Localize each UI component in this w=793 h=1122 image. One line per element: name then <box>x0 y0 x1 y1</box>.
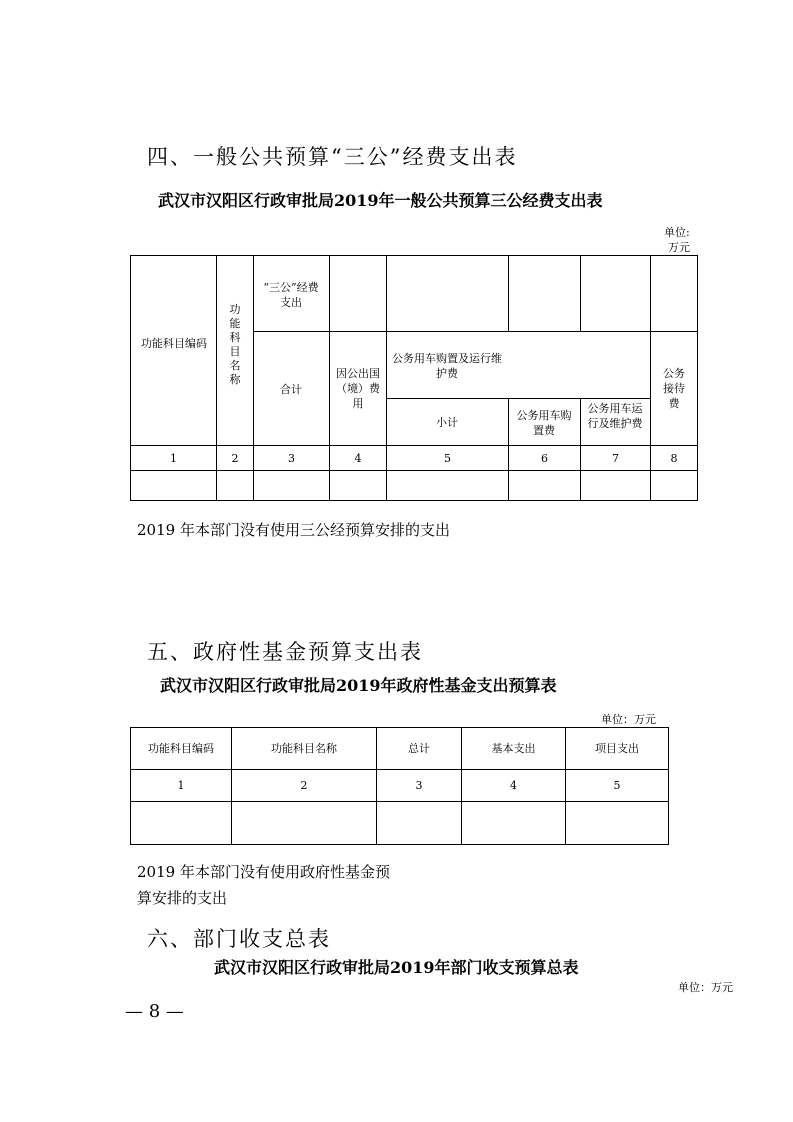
column-number: 5 <box>613 779 621 792</box>
section4-heading: 四、一般公共预算“三公”经费支出表 <box>147 145 518 169</box>
column-number: 2 <box>231 452 239 465</box>
header-function-name: 功能科目名称 <box>229 303 241 386</box>
header-sangong: “三公”经费支出 <box>263 281 319 309</box>
column-number: 5 <box>444 452 451 465</box>
header-reception: 公务接待费 <box>663 367 685 410</box>
header-vehicle-operation: 公务用车运行及维护费 <box>587 402 643 430</box>
header-project-expenditure: 项目支出 <box>595 742 639 755</box>
section4-unit-label: 单位: <box>664 226 690 239</box>
column-number: 3 <box>288 452 295 465</box>
column-number: 4 <box>354 452 362 465</box>
section5-heading: 五、政府性基金预算支出表 <box>147 640 423 664</box>
column-number: 3 <box>415 779 423 792</box>
column-number: 6 <box>541 452 548 465</box>
section5-note-line2: 算安排的支出 <box>137 889 228 907</box>
column-number: 7 <box>612 452 619 465</box>
header-abroad-expenses: 因公出国（境）费用 <box>336 367 380 410</box>
column-number: 4 <box>510 779 517 792</box>
section5-unit: 单位：万元 <box>601 713 656 726</box>
section6-table-title: 武汉市汉阳区行政审批局2019年部门收支预算总表 <box>214 958 579 977</box>
section6-heading: 六、部门收支总表 <box>147 927 331 951</box>
header-function-code: 功能科目编码 <box>141 337 207 350</box>
header-function-name: 功能科目名称 <box>271 742 337 755</box>
column-number: 1 <box>177 779 185 792</box>
column-number: 1 <box>170 452 177 465</box>
section4-table-title: 武汉市汉阳区行政审批局2019年一般公共预算三公经费支出表 <box>158 191 603 210</box>
header-basic-expenditure: 基本支出 <box>491 742 536 755</box>
header-function-code: 功能科目编码 <box>148 742 214 755</box>
column-number: 8 <box>670 452 678 465</box>
section5-note <box>137 859 390 911</box>
section5-note-line1: 2019 年本部门没有使用政府性基金预 <box>137 863 390 881</box>
header-subtotal: 小计 <box>436 416 458 429</box>
header-total: 总计 <box>408 742 430 755</box>
section4-unit-value: 万元 <box>668 241 690 254</box>
header-vehicle-expenses: 公务用车购置及运行维护费 <box>392 352 502 380</box>
column-number: 2 <box>300 779 308 792</box>
section5-table-title: 武汉市汉阳区行政审批局2019年政府性基金支出预算表 <box>160 676 557 695</box>
section4-note: 2019 年本部门没有使用三公经预算安排的支出 <box>137 521 450 539</box>
header-total: 合计 <box>280 383 302 396</box>
header-vehicle-purchase: 公务用车购置费 <box>516 409 572 437</box>
page-number: — 8 — <box>125 1001 184 1022</box>
section6-unit: 单位：万元 <box>678 981 733 994</box>
